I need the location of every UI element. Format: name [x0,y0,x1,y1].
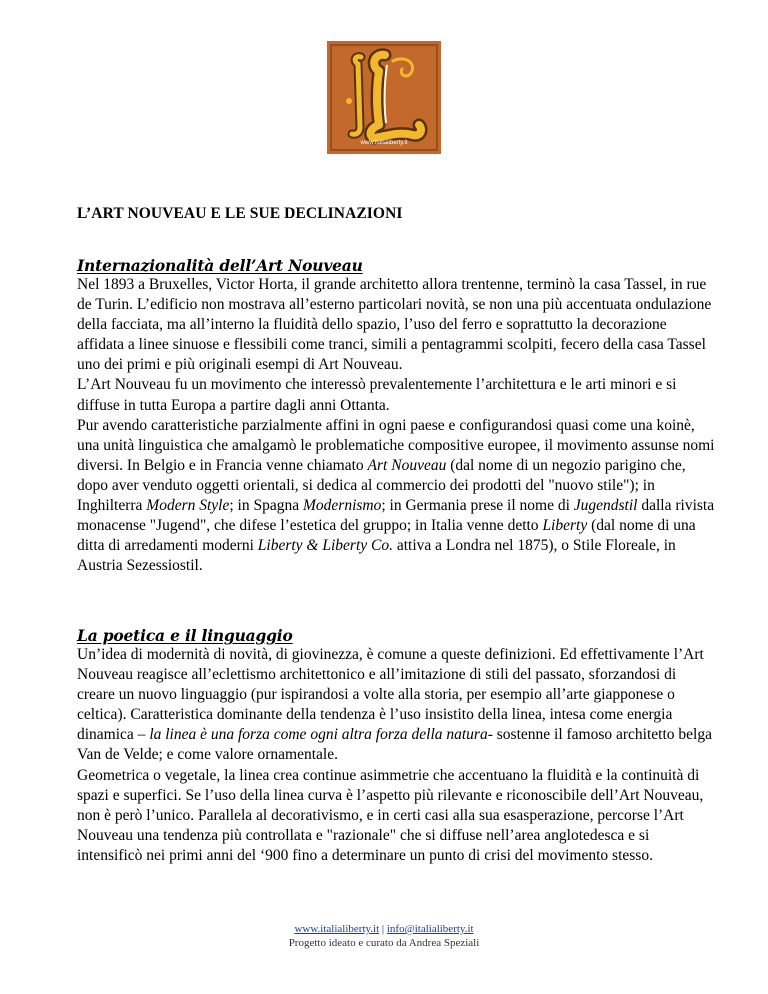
paragraph-text: attiva a Londra nel 1875), o Stile Floreale, in Austria Sezessiostil. [77,537,676,575]
logo-monogram-graphic [327,41,441,154]
document-title: L’ART NOUVEAU E LE SUE DECLINAZIONI [77,205,403,222]
section-heading: La poetica e il linguaggio [77,626,293,645]
logo-url-text: www.italialiberty.it [360,140,408,146]
paragraph [77,416,717,577]
paragraph-text: Un’idea di modernità di novità, di giovinezza, è comune a queste definizioni. Ed effettivamente l’Art Nouveau reagisce all’eclettismo architettonico e all’imitazione di stili del passato, sforzandosi di creare un nuovo linguaggio (pur ispirandosi a volte alla storia, per esempio all’arte giapponese o celtica). Caratteristica dominante della tendenza è l’uso insistito della linea, intesa come energia dinamica – [77,646,704,744]
paragraph-text: ; in Spagna [229,497,303,515]
page-footer [0,922,768,950]
footer-credit: Progetto ideato e curato da Andrea Speziali [288,937,480,949]
email-link[interactable]: info@italialiberty.it [386,923,474,935]
section-heading: Internazionalità dell’Art Nouveau [77,256,363,275]
paragraph: L’Art Nouveau fu un movimento che interessò prevalentemente l’architettura e le arti minori e si diffuse in tutta Europa a partire dagli anni Ottanta. [77,376,677,414]
paragraph-text: Pur avendo caratteristiche parzialmente affini in ogni paese e configurandosi quasi come una koinè, una unità linguistica che amalgamò le problematiche compositive europee, il movimento assunse nomi diversi. In Belgio e in Francia venne chiamato [77,416,715,474]
footer-links [0,922,768,936]
paragraph-text: sostenne il famoso architetto belga Van de Velde; e come valore ornamentale. [77,726,712,764]
section-poetica-linguaggio [77,626,717,866]
italialiberty-logo [327,41,441,154]
term-liberty: Liberty [542,517,588,535]
website-link[interactable]: www.italialiberty.it [294,923,380,935]
paragraph [77,645,717,766]
footer-separator: | [381,923,385,935]
quote-van-de-velde: la linea è una forza come ogni altra forza della natura- [149,726,493,744]
term-modernismo: Modernismo [303,497,382,515]
paragraph-text: (dal nome di una ditta di arredamenti moderni [77,517,696,555]
section-internazionalita [77,256,717,576]
term-art-nouveau: Art Nouveau [367,456,447,474]
paragraph: Nel 1893 a Bruxelles, Victor Horta, il grande architetto allora trentenne, terminò la casa Tassel, in rue de Turin. L’edificio non mostrava all’esterno particolari novità, se non una più accentuata ondulazione della facciata, ma all’interno la fluidità dello spazio, l’uso del ferro e soprattutto la decorazione affidata a linee sinuose e flessibili come tranci, simili a pentagrammi scolpiti, fecero della casa Tassel uno dei primi e più originali esempi di Art Nouveau. [77,276,712,374]
paragraph-text: (dal nome di un negozio parigino che, dopo aver venduto oggetti orientali, si dedica al commercio dei prodotti del "nuovo stile"); in Inghilterra [77,456,686,515]
term-modern-style: Modern Style [146,497,230,515]
paragraph-text: dalla rivista monacense "Jugend", che difese l’estetica del gruppo; in Italia venne detto [77,497,715,535]
term-jugendstil: Jugendstil [573,497,638,515]
paragraph-text: ; in Germania prese il nome di [381,497,574,515]
paragraph: Geometrica o vegetale, la linea crea continue asimmetrie che accentuano la fluidità e la continuità di spazi e superfici. Se l’uso della linea curva è l’aspetto più rilevante e riconoscibile dell’Art Nouveau, non è però l’unico. Parallela al decorativismo, e in certi casi alla sua esasperazione, percorse l’Art Nouveau una tendenza più controllata e "razionale" che si diffuse nell’area anglotedesca e si intensificò nei primi anni del ‘900 fino a determinare un punto di crisi del movimento stesso. [77,766,704,864]
term-liberty-co: Liberty & Liberty Co. [257,537,393,555]
